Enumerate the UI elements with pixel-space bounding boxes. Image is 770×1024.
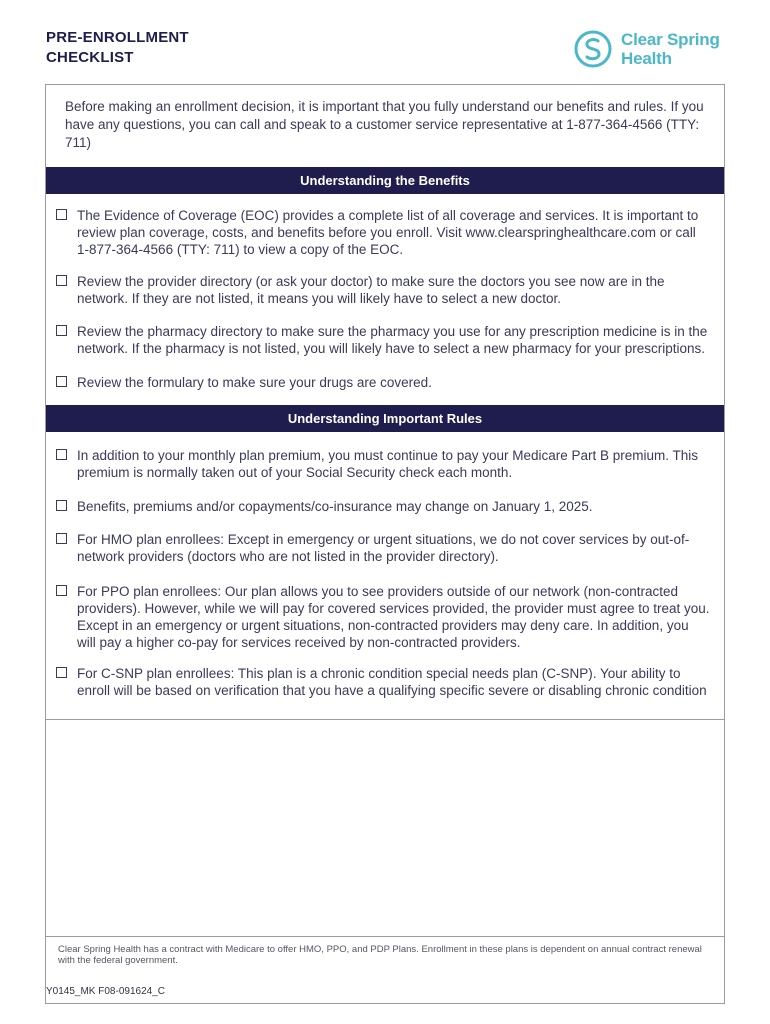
checklist-item-text: For PPO plan enrollees: Our plan allows you to see providers outside of our network (non-contracted providers). However, while we will pay for covered services provided, the provider must agree to treat you. Except in an emergency or urgent situations, non-contracted providers may deny care. In addition, you will pay a higher co-pay for services received by non-contracted providers. xyxy=(77,584,710,650)
medicare-disclaimer: Clear Spring Health has a contract with Medicare to offer HMO, PPO, and PDP Plans. Enrollment in these plans is dependent on annual contract renewal with the federal government. xyxy=(58,944,702,966)
checklist-item xyxy=(56,273,711,307)
checklist-item-text: For C-SNP plan enrollees: This plan is a chronic condition special needs plan (C-SNP). Your ability to enroll will be based on verification that you have a qualifying specific severe or disabling chronic condition xyxy=(77,666,707,698)
checklist-item xyxy=(56,323,711,357)
section-heading-benefits: Understanding the Benefits xyxy=(46,167,724,194)
clear-spring-logo xyxy=(574,30,734,70)
title-line-1: PRE-ENROLLMENT xyxy=(46,29,189,46)
checkbox[interactable] xyxy=(56,275,67,286)
checklist-item-text: Review the pharmacy directory to make sure the pharmacy you use for any prescription medicine is in the network. If the pharmacy is not listed, you will likely have to select a new pharmacy for your prescriptions. xyxy=(77,324,708,356)
checklist-item-text: The Evidence of Coverage (EOC) provides a complete list of all coverage and services. It is important to review plan coverage, costs, and benefits before you enroll. Visit www.clearspringhealthcare.com or call 1-877-364-4566 (TTY: 711) to view a copy of the EOC. xyxy=(77,208,699,257)
checkbox[interactable] xyxy=(56,325,67,336)
checkbox[interactable] xyxy=(56,209,67,220)
checkbox[interactable] xyxy=(56,500,67,511)
logo-line-2: Health xyxy=(621,49,672,68)
document-code: Y0145_MK F08-091624_C xyxy=(46,986,165,997)
checklist-item xyxy=(56,665,711,699)
checklist-item xyxy=(56,207,711,258)
checklist-item xyxy=(56,374,711,391)
clear-spring-logo-mark-icon xyxy=(574,30,612,68)
checklist-item-text: Benefits, premiums and/or copayments/co-insurance may change on January 1, 2025. xyxy=(77,499,593,514)
checkbox[interactable] xyxy=(56,376,67,387)
footer-divider xyxy=(46,936,724,937)
section-heading-rules: Understanding Important Rules xyxy=(46,405,724,432)
page-title xyxy=(46,28,189,68)
checklist-item xyxy=(56,447,711,481)
checklist-item xyxy=(56,531,711,565)
checklist-item-text: Review the provider directory (or ask your doctor) to make sure the doctors you see now are in the network. If they are not listed, it means you will likely have to select a new doctor. xyxy=(77,274,665,306)
checklist-item-text: In addition to your monthly plan premium, you must continue to pay your Medicare Part B premium. This premium is normally taken out of your Social Security check each month. xyxy=(77,448,699,480)
section-divider xyxy=(46,719,724,720)
checkbox[interactable] xyxy=(56,667,67,678)
checklist-item xyxy=(56,583,711,651)
logo-line-1: Clear Spring xyxy=(621,30,720,49)
checkbox[interactable] xyxy=(56,449,67,460)
checklist-item-text: For HMO plan enrollees: Except in emergency or urgent situations, we do not cover services by out-of-network providers (doctors who are not listed in the provider directory). xyxy=(77,532,690,564)
logo-wordmark xyxy=(621,30,720,68)
checkbox[interactable] xyxy=(56,585,67,596)
title-line-2: CHECKLIST xyxy=(46,49,134,66)
checkbox[interactable] xyxy=(56,533,67,544)
checklist-item-text: Review the formulary to make sure your drugs are covered. xyxy=(77,375,432,390)
intro-paragraph: Before making an enrollment decision, it is important that you fully understand our benefits and rules. If you have any questions, you can call and speak to a customer service representative at 1-877-364-4566 (TTY: 711) xyxy=(65,99,704,150)
checklist-item xyxy=(56,498,711,515)
